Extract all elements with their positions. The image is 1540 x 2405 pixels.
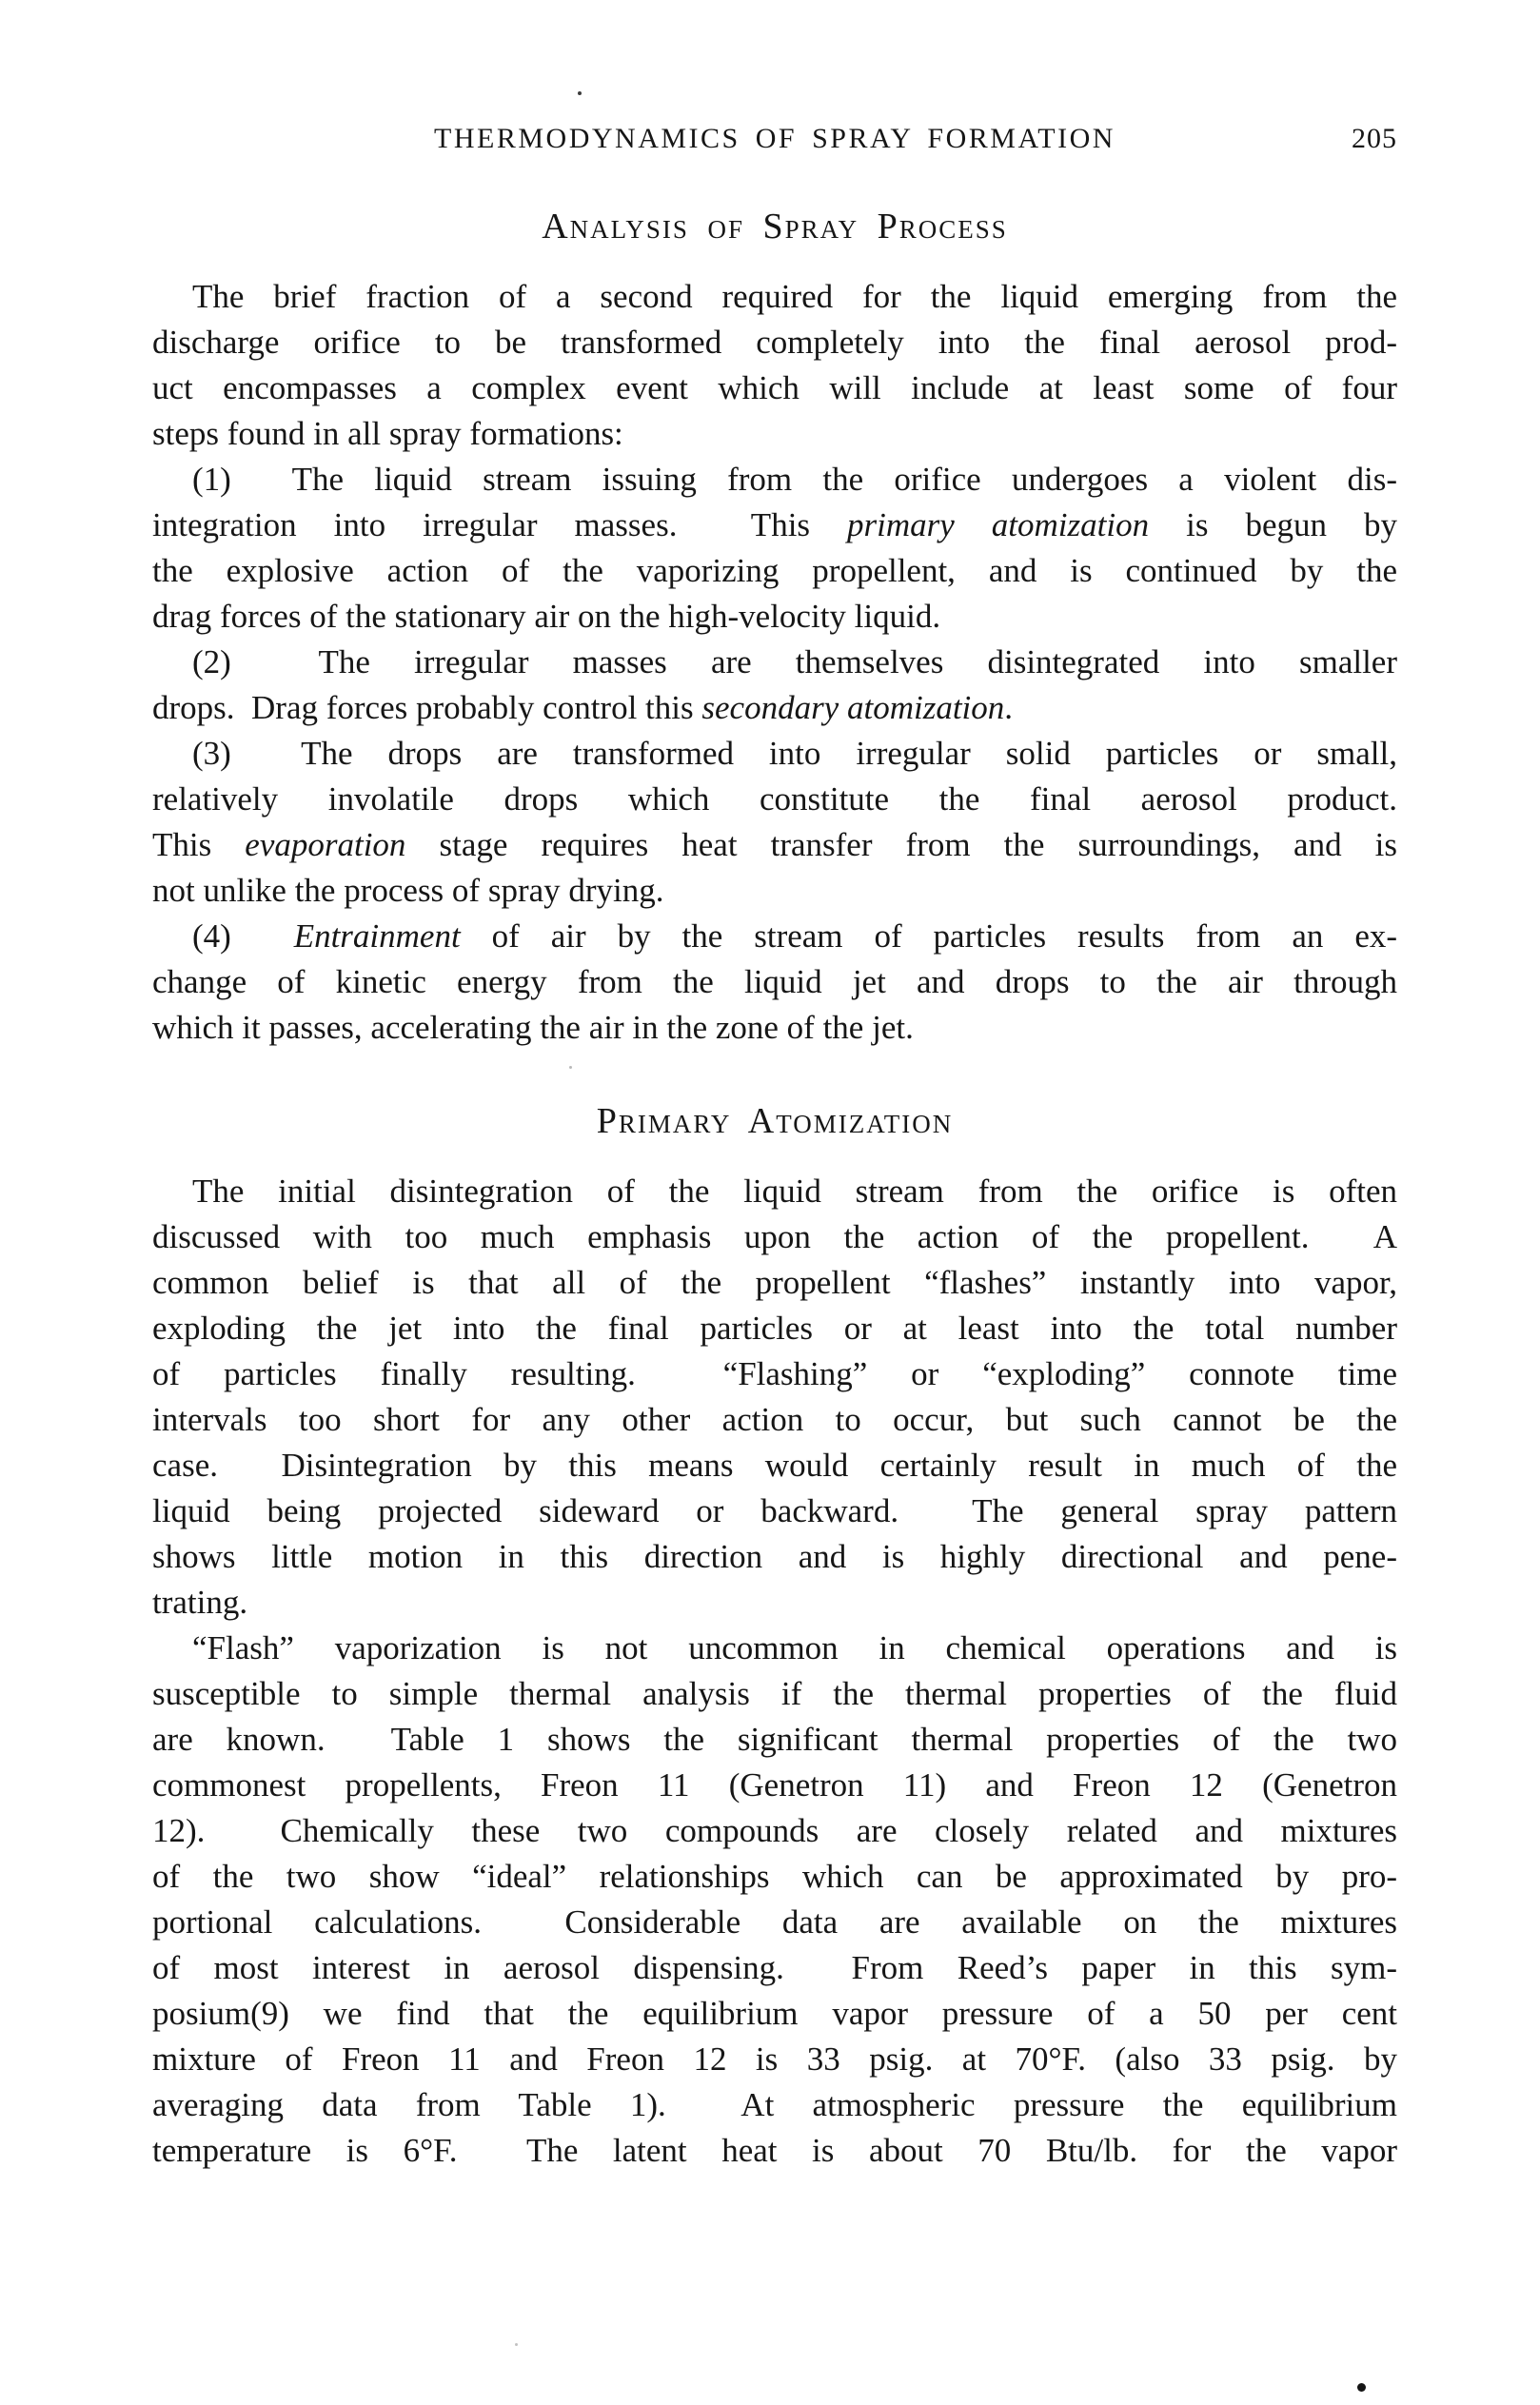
scan-speck [578,91,582,95]
text-line: (3) The drops are transformed into irregular solid particles or small, [192,735,1397,772]
text-line: the explosive action of the vaporizing propellent, and is continued by the [152,552,1397,589]
text-line: averaging data from Table 1). At atmospheric pressure the equilibrium [152,2086,1397,2123]
text-line: exploding the jet into the final particles or at least into the total number [152,1310,1397,1347]
text-line: uct encompasses a complex event which will include at least some of four [152,369,1397,406]
text-line: of particles finally resulting. “Flashing” or “exploding” connote time [152,1355,1397,1392]
paragraph [152,1626,1397,2174]
paragraph [152,640,1397,731]
section-heading: Analysis of Spray Process [542,207,1008,246]
text-line: commonest propellents, Freon 11 (Genetron 11) and Freon 12 (Genetron [152,1766,1397,1804]
scan-speck [569,1066,572,1069]
paragraph [152,914,1397,1051]
text-line: (2) The irregular masses are themselves disintegrated into smaller [192,643,1397,680]
text-line: The brief fraction of a second required for the liquid emerging from the [192,278,1397,315]
page-content [152,204,1397,2174]
text-line: case. Disintegration by this means would certainly result in much of the [152,1447,1397,1484]
text-line: “Flash” vaporization is not uncommon in chemical operations and is [192,1629,1397,1666]
text-line: susceptible to simple thermal analysis if the thermal properties of the fluid [152,1675,1397,1712]
text-line: discussed with too much emphasis upon the action of the propellent. A [152,1218,1397,1255]
text-line: steps found in all spray formations: [152,415,623,452]
text-line: not unlike the process of spray drying. [152,872,664,909]
text-line: discharge orifice to be transformed completely into the final aerosol prod- [152,324,1397,361]
text-line: which it passes, accelerating the air in the zone of the jet. [152,1009,914,1046]
text-line: relatively involatile drops which constitute the final aerosol product. [152,780,1397,818]
section-heading: Primary Atomization [596,1101,954,1141]
text-line: shows little motion in this direction and is highly directional and pene- [152,1538,1397,1575]
text-line: trating. [152,1584,248,1621]
page-number: 205 [1352,123,1397,154]
text-line: portional calculations. Considerable data are available on the mixtures [152,1903,1397,1941]
text-line: common belief is that all of the propellent “flashes” instantly into vapor, [152,1264,1397,1301]
scan-speck [1357,2383,1366,2392]
text-line: (1) The liquid stream issuing from the orifice undergoes a violent dis- [192,461,1397,498]
text-line: change of kinetic energy from the liquid jet and drops to the air through [152,963,1397,1000]
running-head: THERMODYNAMICS OF SPRAY FORMATION [434,123,1116,154]
paragraph [152,1169,1397,1626]
text-line: (4) Entrainment of air by the stream of particles results from an ex- [192,917,1398,955]
page-header [152,116,1397,162]
paragraph [152,274,1397,457]
text-line: mixture of Freon 11 and Freon 12 is 33 psig. at 70°F. (also 33 psig. by [152,2040,1397,2078]
text-line: drops. Drag forces probably control this secondary atomization. [152,689,1014,726]
text-line: intervals too short for any other action to occur, but such cannot be the [152,1401,1397,1438]
text-line: temperature is 6°F. The latent heat is about 70 Btu/lb. for the vapor [152,2132,1397,2169]
text-line: The initial disintegration of the liquid stream from the orifice is often [192,1173,1397,1210]
text-line: of most interest in aerosol dispensing. From Reed’s paper in this sym- [152,1949,1397,1986]
text-line: integration into irregular masses. This primary atomization is begun by [152,506,1397,543]
text-line: This evaporation stage requires heat transfer from the surroundings, and is [152,826,1397,863]
text-line: liquid being projected sideward or backward. The general spray pattern [152,1492,1397,1529]
text-line: 12). Chemically these two compounds are closely related and mixtures [152,1812,1397,1849]
text-line: posium(9) we find that the equilibrium vapor pressure of a 50 per cent [152,1995,1397,2032]
text-line: are known. Table 1 shows the significant thermal properties of the two [152,1721,1397,1758]
text-column [152,0,1397,2174]
text-line: of the two show “ideal” relationships which can be approximated by pro- [152,1858,1397,1895]
scan-speck [515,2343,518,2346]
text-line: drag forces of the stationary air on the high-velocity liquid. [152,598,941,635]
paragraph [152,457,1397,640]
paragraph [152,731,1397,914]
